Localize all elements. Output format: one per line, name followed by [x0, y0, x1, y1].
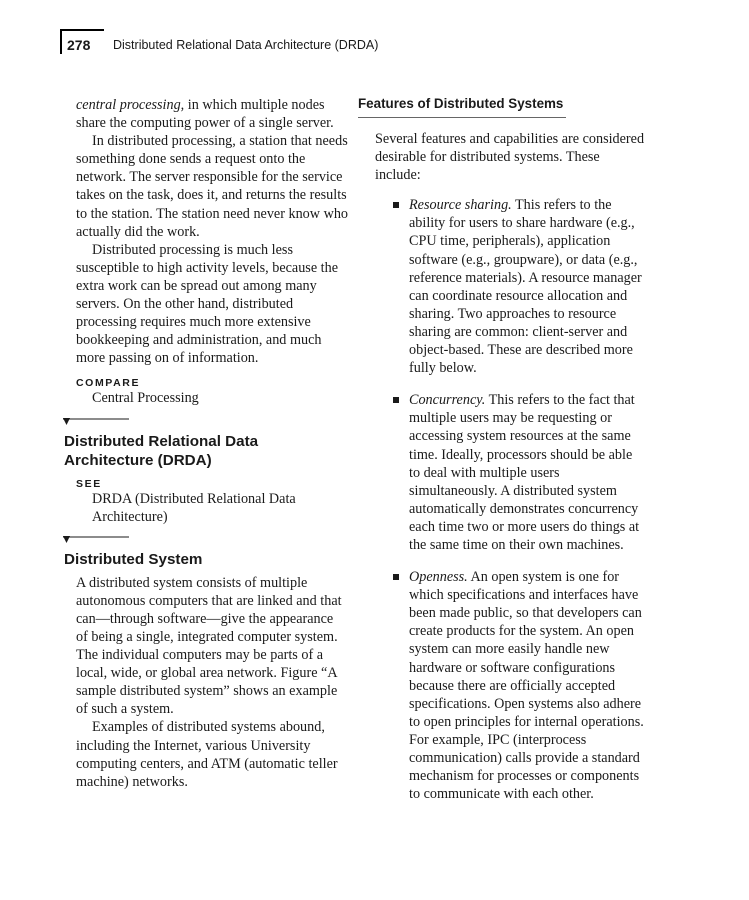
feature-text: This refers to the ability for users to share hardware (e.g., CPU time, peripherals), application software (e.g., groupware), or data (e.g., reference materials). A resource manager can coordinate resource allocation and sharing. Two approaches to resource sharing are common: client-server and object-based. These are described more fully below. [409, 197, 642, 377]
entry-marker-icon [63, 418, 129, 426]
feature-term: Openness. [409, 569, 468, 586]
paragraph-distributed-system-definition: A distributed system consists of multiple autonomous computers that are linked and that can—through software—give the appearance of being a single, integrated computer system. The individual computers may be parts of a local, wide, or global area network. Figure “A sample distributed system” shows an example of such a system. [76, 574, 342, 718]
features-intro: Several features and capabilities are considered desirable for distributed systems. These include: [375, 131, 645, 184]
paragraph-susceptibility: Distributed processing is much less susceptible to high activity levels, because the extra work can be spread out among many servers. On the other hand, distributed processing requires much more extensive bookkeeping and administration, and much more passing on of information. [76, 241, 338, 367]
feature-item [409, 391, 645, 554]
continued-paragraph: central processing, in which multiple nodes share the computing power of a single server. [76, 97, 334, 132]
compare-reference: Central Processing [92, 390, 199, 407]
feature-text: This refers to the fact that multiple users may be requesting or accessing system resources at the same time. Ideally, processors should be able to deal with multiple users simultaneously. A distributed system automatically demonstrates concurrency each time two or more users do things at the same time on their own machines. [409, 392, 640, 553]
section-heading-features: Features of Distributed Systems [358, 96, 566, 118]
see-reference: DRDA (Distributed Relational Data Architecture) [92, 490, 296, 525]
entry-marker-icon [63, 536, 129, 544]
paragraph-distributed-processing: In distributed processing, a station that needs something done sends a request onto the network. The server responsible for the service takes on the task, does it, and returns the results to the station. The station need never know who actually did the work. [76, 133, 349, 240]
term-central-processing: central processing, [76, 97, 185, 113]
feature-term: Concurrency. [409, 392, 486, 409]
entry-heading-distributed-system: Distributed System [64, 550, 203, 568]
feature-item [409, 568, 645, 803]
see-label: SEE [76, 477, 102, 490]
entry-drda [64, 424, 348, 470]
left-column [64, 96, 349, 791]
compare-label: COMPARE [76, 377, 141, 390]
feature-list [360, 196, 645, 803]
header-rule-horizontal [60, 29, 104, 31]
right-column [360, 96, 645, 817]
feature-item [409, 196, 645, 377]
page-number: 278 [67, 37, 91, 53]
square-bullet-icon [393, 574, 399, 580]
paragraph-distributed-system-examples: Examples of distributed systems abound, including the Internet, various University computing centers, and ATM (automatic teller machine) networks. [76, 719, 338, 790]
feature-text: An open system is one for which specifications and interfaces have been made public, so that developers can create products for the system. An open system can more easily handle new hardware or software configurations because there are officially accepted specifications. Open systems also adhere to open principles for internal operations. For example, IPC (interprocess communication) calls provide a standard mechanism for processes or components to communicate with each other. [409, 569, 644, 803]
entry-heading-drda: Distributed Relational Data Architecture (DRDA) [64, 432, 259, 469]
square-bullet-icon [393, 202, 399, 208]
feature-term: Resource sharing. [409, 197, 512, 214]
header-rule-vertical [60, 29, 62, 54]
running-head: Distributed Relational Data Architecture (DRDA) [113, 38, 379, 52]
square-bullet-icon [393, 397, 399, 403]
entry-distributed-system [64, 542, 348, 569]
